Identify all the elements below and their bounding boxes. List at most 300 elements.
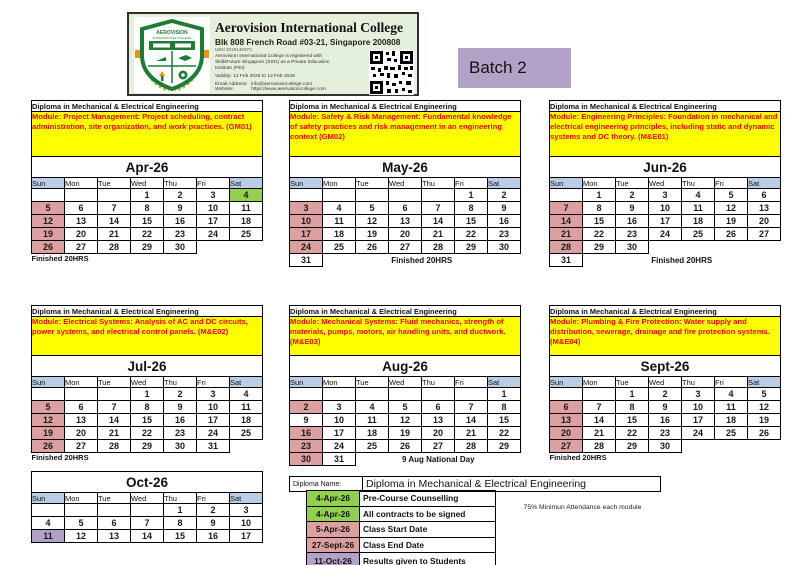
day-header: Tue: [98, 493, 131, 504]
date-cell: 23: [488, 228, 521, 241]
date-cell: 1: [455, 189, 488, 202]
date-cell: 17: [649, 215, 682, 228]
date-cell: 8: [583, 202, 616, 215]
date-cell: 4: [32, 517, 65, 530]
date-cell: 24: [323, 440, 356, 453]
attendance-note: 75% Minimun Attendance each module: [523, 504, 642, 511]
date-cell: 3: [197, 388, 230, 401]
date-cell: 3: [230, 504, 263, 517]
date-cell: 28: [455, 440, 488, 453]
date-cell: 5: [32, 401, 65, 414]
date-cell: 13: [65, 215, 98, 228]
date-cell: 15: [164, 530, 197, 543]
day-header: Tue: [616, 178, 649, 189]
date-cell: 22: [455, 228, 488, 241]
empty-cell: [748, 440, 781, 453]
date-cell: 29: [488, 440, 521, 453]
date-cell: 1: [583, 189, 616, 202]
day-header: Tue: [356, 178, 389, 189]
day-header: Thu: [164, 178, 197, 189]
module-description: Module: Project Management: Project scheduling, contract administration, site organization, and work practices. (GM01): [32, 112, 263, 157]
day-header: Wed: [649, 178, 682, 189]
day-header: Tue: [98, 377, 131, 388]
date-cell: 26: [32, 440, 65, 453]
date-cell: 16: [290, 427, 323, 440]
calendar-note: Finished 20HRS: [651, 255, 713, 265]
day-header: Mon: [583, 178, 616, 189]
date-cell: 12: [389, 414, 422, 427]
date-cell: 6: [389, 202, 422, 215]
date-cell: 11: [682, 202, 715, 215]
date-cell: 22: [131, 228, 164, 241]
empty-cell: [422, 388, 455, 401]
day-header: Thu: [422, 377, 455, 388]
date-cell: 19: [32, 427, 65, 440]
calendar-aug-26: [289, 305, 521, 466]
day-header: Mon: [65, 178, 98, 189]
date-cell: 15: [488, 414, 521, 427]
date-cell: 9: [649, 401, 682, 414]
date-cell: 8: [616, 401, 649, 414]
date-cell: 14: [583, 414, 616, 427]
day-header: Thu: [164, 377, 197, 388]
date-cell: 14: [455, 414, 488, 427]
date-cell: 23: [164, 427, 197, 440]
calendar-note: Finished 20HRS: [391, 255, 453, 265]
date-cell: 4: [715, 388, 748, 401]
college-address: Blk 808 French Road #03-21, Singapore 200808: [215, 37, 401, 47]
date-cell: 6: [65, 401, 98, 414]
date-cell: 1: [164, 504, 197, 517]
day-header: Thu: [164, 493, 197, 504]
empty-cell: [230, 440, 263, 453]
day-header: Wed: [131, 377, 164, 388]
date-cell: 29: [455, 241, 488, 254]
empty-cell: [550, 388, 583, 401]
date-cell: 20: [65, 228, 98, 241]
date-cell: 9: [290, 414, 323, 427]
day-header: Sat: [748, 377, 781, 388]
college-uen: UEN 201914637C: [215, 47, 253, 52]
date-cell: 8: [488, 401, 521, 414]
date-cell: 21: [583, 427, 616, 440]
day-header: Fri: [197, 178, 230, 189]
date-cell: 18: [230, 414, 263, 427]
day-header: Tue: [356, 377, 389, 388]
date-cell: 3: [323, 401, 356, 414]
date-cell: 10: [682, 401, 715, 414]
date-cell: 17: [323, 427, 356, 440]
date-cell: 10: [323, 414, 356, 427]
date-cell: 19: [356, 228, 389, 241]
date-cell: 16: [649, 414, 682, 427]
validity-text: Validity: 12 Feb 2026 to 12 Feb 2028: [215, 74, 295, 79]
empty-cell: [290, 189, 323, 202]
date-cell: 24: [682, 427, 715, 440]
date-cell: 26: [356, 241, 389, 254]
date-cell: 7: [550, 202, 583, 215]
empty-cell: [682, 440, 715, 453]
date-cell: 7: [131, 517, 164, 530]
date-cell: 30: [616, 241, 649, 254]
date-cell: 16: [197, 530, 230, 543]
website-value: https://www.aerovisioncollege.com: [251, 87, 326, 92]
milestone-date: 27-Sept-26: [307, 537, 360, 553]
date-cell: 30: [164, 440, 197, 453]
date-cell: 14: [98, 215, 131, 228]
date-cell: 26: [389, 440, 422, 453]
registration-text: Aerovision International College is registered with SkillsFuture Singapore (SSG) as a Private Education Institute (PEI): [215, 54, 330, 71]
date-cell: 15: [616, 414, 649, 427]
date-cell: 20: [422, 427, 455, 440]
date-cell: 7: [455, 401, 488, 414]
date-cell: 8: [131, 401, 164, 414]
date-cell: 12: [32, 215, 65, 228]
date-cell: 2: [164, 388, 197, 401]
day-header: Sat: [230, 178, 263, 189]
day-header: Mon: [323, 178, 356, 189]
day-header: Mon: [583, 377, 616, 388]
date-cell: 31: [323, 453, 356, 466]
day-header: Thu: [422, 178, 455, 189]
date-cell: 16: [488, 215, 521, 228]
month-title: Jul-26: [32, 356, 263, 377]
date-cell: 5: [65, 517, 98, 530]
date-cell: 15: [131, 215, 164, 228]
empty-cell: [583, 388, 616, 401]
day-header: Tue: [616, 377, 649, 388]
date-cell: 6: [98, 517, 131, 530]
empty-cell: [389, 388, 422, 401]
date-cell: 10: [290, 215, 323, 228]
date-cell: 4: [682, 189, 715, 202]
date-cell: 20: [65, 427, 98, 440]
date-cell: 25: [356, 440, 389, 453]
empty-cell: [356, 189, 389, 202]
date-cell: 19: [389, 427, 422, 440]
date-cell: 5: [356, 202, 389, 215]
program-title: Diploma in Mechanical & Electrical Engineering: [550, 101, 781, 112]
milestone-date: 11-Oct-26: [307, 553, 360, 565]
date-cell: 15: [583, 215, 616, 228]
day-header: Mon: [323, 377, 356, 388]
date-cell: 7: [583, 401, 616, 414]
month-title: Apr-26: [32, 157, 263, 178]
date-cell: 8: [164, 517, 197, 530]
calendar-note: 9 Aug National Day: [401, 454, 475, 464]
date-cell: 6: [550, 401, 583, 414]
date-cell: 25: [323, 241, 356, 254]
date-cell: 7: [422, 202, 455, 215]
date-cell: 21: [98, 228, 131, 241]
month-title: May-26: [290, 157, 521, 178]
day-header: Thu: [682, 377, 715, 388]
date-cell: 2: [488, 189, 521, 202]
date-cell: 27: [65, 241, 98, 254]
date-cell: 11: [323, 215, 356, 228]
date-cell: 11: [715, 401, 748, 414]
date-cell: 24: [290, 241, 323, 254]
date-cell: 12: [748, 401, 781, 414]
date-cell: 31: [197, 440, 230, 453]
module-description: Module: Mechanical Systems: Fluid mechanics, strength of materials, pumps, motors, air handling units, and ductwork. (M&E03): [290, 317, 521, 356]
month-title: Oct-26: [32, 472, 263, 493]
date-cell: 11: [230, 202, 263, 215]
empty-cell: [230, 241, 263, 254]
date-cell: 2: [649, 388, 682, 401]
date-cell: 3: [649, 189, 682, 202]
month-title: Jun-26: [550, 157, 781, 178]
date-cell: 16: [164, 215, 197, 228]
date-cell: 20: [550, 427, 583, 440]
milestone-row: [307, 522, 496, 538]
day-header: Wed: [389, 377, 422, 388]
empty-cell: [98, 504, 131, 517]
day-header: Sun: [290, 377, 323, 388]
date-cell: 9: [616, 202, 649, 215]
date-cell: 9: [164, 401, 197, 414]
day-header: Thu: [682, 178, 715, 189]
milestone-row: [307, 506, 496, 522]
date-cell: 9: [488, 202, 521, 215]
milestone-date: 5-Apr-26: [307, 522, 360, 538]
date-cell: 10: [649, 202, 682, 215]
empty-cell: [32, 504, 65, 517]
date-cell: 23: [164, 228, 197, 241]
empty-cell: [323, 388, 356, 401]
calendar-footer: Finished 20HRS: [31, 453, 89, 462]
date-cell: 19: [748, 414, 781, 427]
date-cell: 18: [356, 427, 389, 440]
empty-cell: [455, 388, 488, 401]
date-cell: 16: [164, 414, 197, 427]
date-cell: 27: [389, 241, 422, 254]
date-cell: 9: [197, 517, 230, 530]
date-cell: 15: [131, 414, 164, 427]
date-cell: 30: [164, 241, 197, 254]
date-cell: 24: [649, 228, 682, 241]
date-cell: 1: [488, 388, 521, 401]
date-cell: 4: [230, 388, 263, 401]
date-cell: 27: [422, 440, 455, 453]
calendar-apr-26: [31, 100, 263, 263]
date-cell: 23: [616, 228, 649, 241]
date-cell: 26: [32, 241, 65, 254]
program-title: Diploma in Mechanical & Electrical Engineering: [290, 306, 521, 317]
empty-cell: [65, 504, 98, 517]
module-description: Module: Safety & Risk Management: Fundamental knowledge of safety practices and risk management in an engineering context (GM02): [290, 112, 521, 157]
milestone-table: [306, 490, 496, 565]
date-cell: 14: [131, 530, 164, 543]
date-cell: 10: [197, 202, 230, 215]
contact-block: [215, 82, 326, 92]
date-cell: 18: [230, 215, 263, 228]
day-header: Fri: [455, 377, 488, 388]
date-cell: 26: [715, 228, 748, 241]
calendar-oct-26: [31, 471, 263, 543]
day-header: Sun: [32, 178, 65, 189]
date-cell: 12: [65, 530, 98, 543]
calendar-footer: Finished 20HRS: [549, 453, 607, 462]
empty-cell: [715, 440, 748, 453]
program-title: Diploma in Mechanical & Electrical Engineering: [290, 101, 521, 112]
date-cell: 2: [290, 401, 323, 414]
qr-code-icon: [369, 50, 414, 95]
date-cell: 19: [715, 215, 748, 228]
date-cell: 23: [290, 440, 323, 453]
date-cell: 20: [389, 228, 422, 241]
day-header: Wed: [389, 178, 422, 189]
date-cell: 25: [682, 228, 715, 241]
date-cell: 18: [323, 228, 356, 241]
date-cell: 14: [98, 414, 131, 427]
milestone-date: 4-Apr-26: [307, 506, 360, 522]
date-cell: 2: [197, 504, 230, 517]
milestone-label: Class Start Date: [360, 522, 496, 538]
day-header: Fri: [197, 377, 230, 388]
empty-cell: [649, 241, 682, 254]
day-header: Tue: [98, 178, 131, 189]
college-crest-icon: [134, 17, 210, 93]
milestone-date: 4-Apr-26: [307, 491, 360, 507]
date-cell: 12: [356, 215, 389, 228]
calendar-footer: Finished 20HRS: [31, 254, 89, 263]
date-cell: 2: [616, 189, 649, 202]
date-cell: 5: [748, 388, 781, 401]
date-cell: 10: [230, 517, 263, 530]
milestone-label: Class End Date: [360, 537, 496, 553]
date-cell: 7: [98, 401, 131, 414]
date-cell: 24: [197, 427, 230, 440]
date-cell: 3: [682, 388, 715, 401]
date-cell: 27: [65, 440, 98, 453]
empty-cell: [356, 388, 389, 401]
month-title: Aug-26: [290, 356, 521, 377]
day-header: Sat: [230, 377, 263, 388]
date-cell: 13: [98, 530, 131, 543]
date-cell: 3: [290, 202, 323, 215]
day-header: Sun: [550, 377, 583, 388]
milestone-row: [307, 537, 496, 553]
date-cell: 28: [422, 241, 455, 254]
day-header: Sat: [230, 493, 263, 504]
calendar-sept-26: [549, 305, 781, 462]
date-cell: 30: [649, 440, 682, 453]
college-name: Aerovision International College: [215, 20, 403, 35]
date-cell: 3: [197, 189, 230, 202]
day-header: Sun: [550, 178, 583, 189]
milestone-row: [307, 491, 496, 507]
empty-cell: [197, 241, 230, 254]
date-cell: 23: [649, 427, 682, 440]
date-cell: 30: [290, 453, 323, 466]
calendar-jun-26: [549, 100, 781, 267]
date-cell: 4: [230, 189, 263, 202]
date-cell: 31: [550, 254, 583, 267]
date-cell: 14: [550, 215, 583, 228]
empty-cell: [98, 189, 131, 202]
date-cell: 13: [422, 414, 455, 427]
empty-cell: [682, 241, 715, 254]
date-cell: 9: [164, 202, 197, 215]
date-cell: 27: [550, 440, 583, 453]
date-cell: 17: [197, 215, 230, 228]
date-cell: 28: [98, 440, 131, 453]
date-cell: 6: [65, 202, 98, 215]
day-header: Sat: [488, 178, 521, 189]
module-description: Module: Plumbing & Fire Protection: Water supply and distribution, sewerage, drainage and fire protection systems. (M&E04): [550, 317, 781, 356]
date-cell: 19: [32, 228, 65, 241]
milestone-row: [307, 553, 496, 565]
date-cell: 31: [290, 254, 323, 267]
date-cell: 5: [389, 401, 422, 414]
day-header: Mon: [65, 493, 98, 504]
date-cell: 29: [616, 440, 649, 453]
milestone-rows: [307, 491, 496, 565]
date-cell: 1: [131, 388, 164, 401]
day-header: Sat: [488, 377, 521, 388]
date-cell: 17: [682, 414, 715, 427]
college-header: [127, 12, 419, 96]
date-cell: 13: [748, 202, 781, 215]
website-label: Website:: [215, 87, 234, 92]
date-cell: 27: [748, 228, 781, 241]
date-cell: 30: [488, 241, 521, 254]
month-title: Sept-26: [550, 356, 781, 377]
date-cell: 28: [550, 241, 583, 254]
date-cell: 11: [230, 401, 263, 414]
empty-cell: [131, 504, 164, 517]
date-cell: 18: [682, 215, 715, 228]
day-header: Sun: [32, 377, 65, 388]
day-header: Sat: [748, 178, 781, 189]
date-cell: 25: [230, 228, 263, 241]
date-cell: 14: [422, 215, 455, 228]
calendar-may-26: [289, 100, 521, 267]
date-cell: 24: [197, 228, 230, 241]
date-cell: 26: [748, 427, 781, 440]
day-header: Sun: [290, 178, 323, 189]
date-cell: 17: [197, 414, 230, 427]
date-cell: 21: [422, 228, 455, 241]
date-cell: 11: [32, 530, 65, 543]
email-label: Email Address:: [215, 82, 248, 87]
date-cell: 4: [356, 401, 389, 414]
milestone-label: Results given to Students: [360, 553, 496, 565]
date-cell: 22: [131, 427, 164, 440]
svg-text:INTERNATIONAL COLLEGE: INTERNATIONAL COLLEGE: [152, 36, 192, 40]
date-cell: 13: [389, 215, 422, 228]
diploma-name-value: Diploma in Mechanical & Electrical Engineering: [363, 477, 661, 492]
date-cell: 17: [230, 530, 263, 543]
program-title: Diploma in Mechanical & Electrical Engineering: [32, 306, 263, 317]
diploma-name-label: Diploma Name:: [290, 477, 363, 492]
batch-label: Batch 2: [458, 48, 571, 88]
day-header: Wed: [131, 493, 164, 504]
date-cell: 11: [356, 414, 389, 427]
date-cell: 22: [583, 228, 616, 241]
program-title: Diploma in Mechanical & Electrical Engineering: [32, 101, 263, 112]
empty-cell: [550, 189, 583, 202]
date-cell: 21: [550, 228, 583, 241]
day-header: Fri: [715, 178, 748, 189]
day-header: Mon: [65, 377, 98, 388]
date-cell: 4: [323, 202, 356, 215]
date-cell: 12: [715, 202, 748, 215]
empty-cell: [32, 388, 65, 401]
date-cell: 12: [32, 414, 65, 427]
college-logo: [134, 17, 210, 93]
